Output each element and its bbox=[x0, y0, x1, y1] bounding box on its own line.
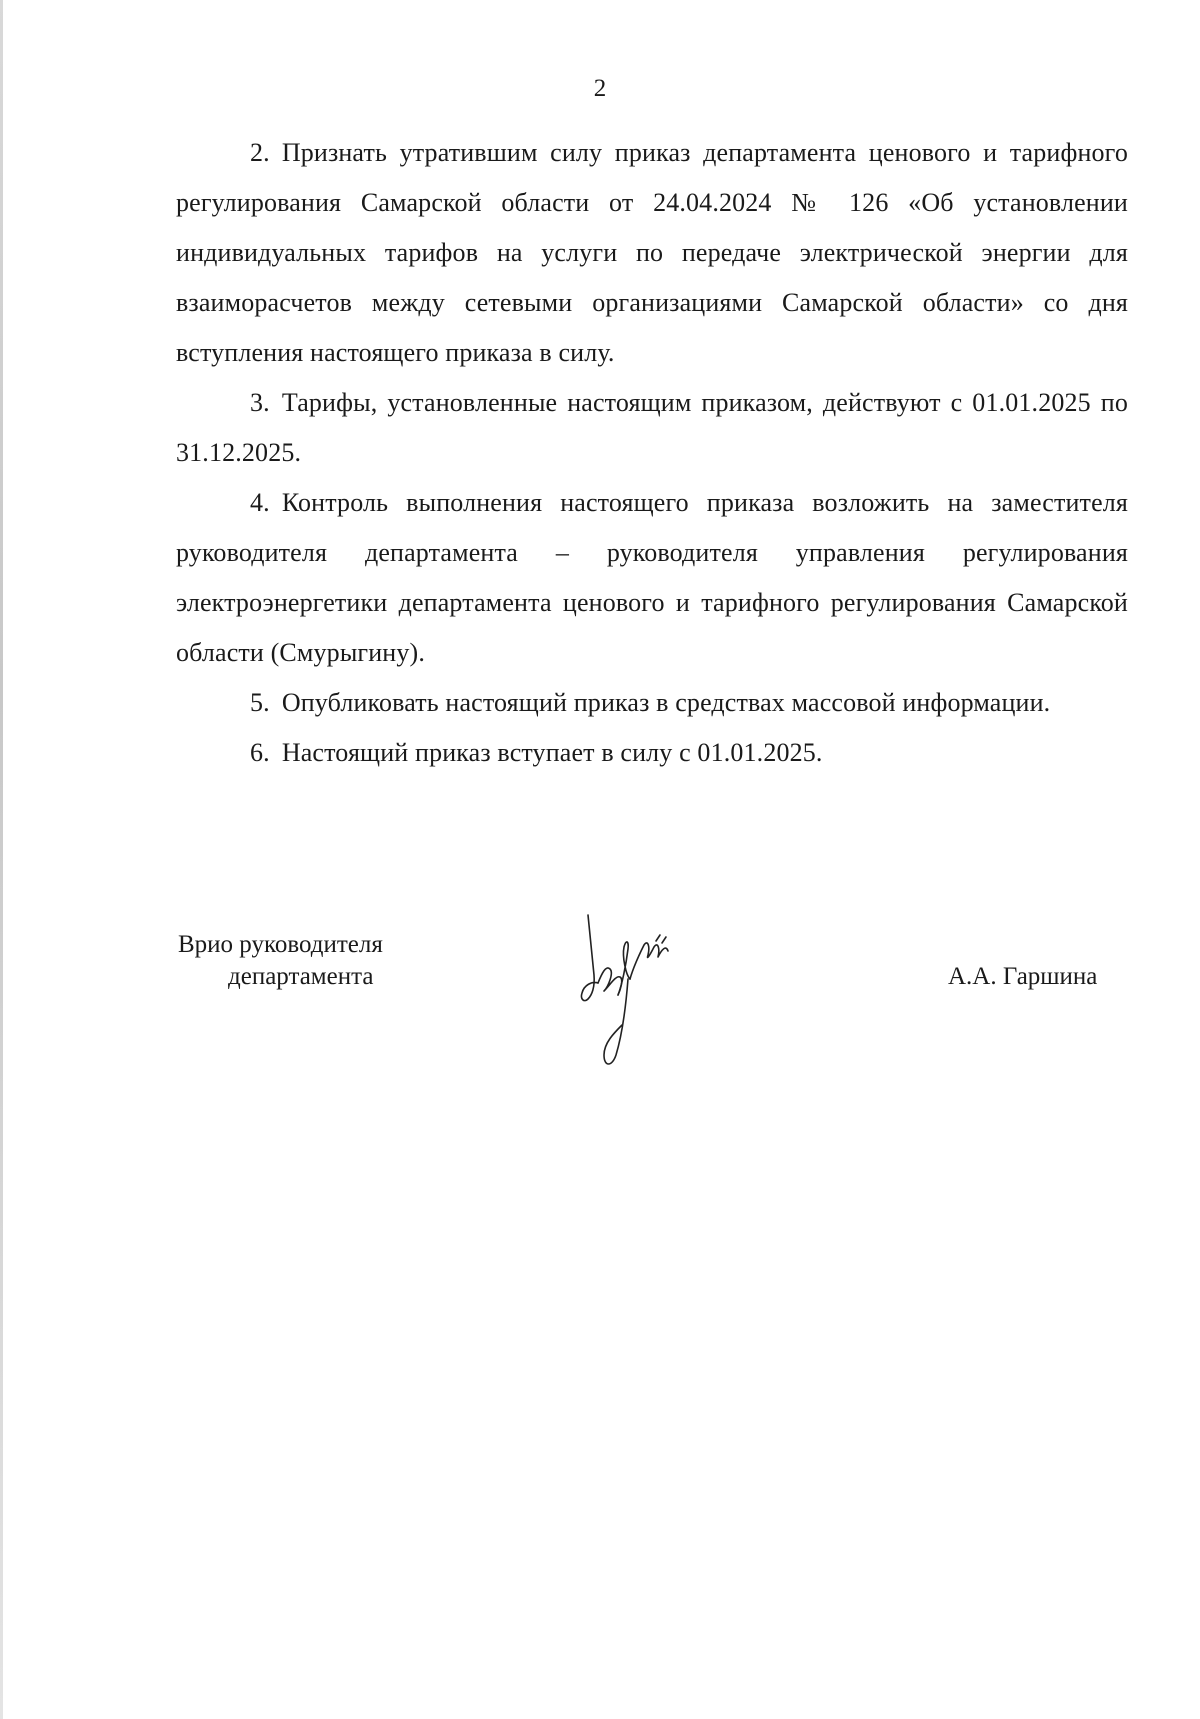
document-body bbox=[176, 128, 1128, 778]
paragraph-text: Контроль выполнения настоящего приказа возложить на заместителя руководителя департамента – руководителя управления регулирования электроэнергетики департамента ценового и тарифного регулирования Самарской области (Смурыгину). bbox=[176, 488, 1128, 667]
paragraph-2 bbox=[176, 128, 1128, 378]
paragraph-text: Опубликовать настоящий приказ в средствах массовой информации. bbox=[281, 688, 1051, 717]
paragraph-number: 6. bbox=[250, 738, 270, 767]
paragraph-5 bbox=[176, 678, 1128, 728]
paragraph-3 bbox=[176, 378, 1128, 478]
paragraph-4 bbox=[176, 478, 1128, 678]
signer-name: А.А. Гаршина bbox=[948, 963, 1098, 990]
paragraph-number: 3. bbox=[250, 388, 270, 417]
page-number: 2 bbox=[593, 75, 607, 102]
position-line-2: департамента bbox=[228, 963, 374, 990]
scan-edge bbox=[0, 0, 3, 1719]
paragraph-number: 5. bbox=[250, 688, 270, 717]
paragraph-number: 4. bbox=[250, 488, 270, 517]
paragraph-text: Настоящий приказ вступает в силу с 01.01.2025. bbox=[281, 738, 823, 767]
paragraph-number: 2. bbox=[250, 138, 270, 167]
paragraph-6 bbox=[176, 728, 1128, 778]
position-line-1: Врио руководителя bbox=[178, 931, 383, 958]
paragraph-text: Признать утратившим силу приказ департамента ценового и тарифного регулирования Самарской области от 24.04.2024 № 126 «Об установлении индивидуальных тарифов на услуги по передаче электрической энергии для взаиморасчетов между сетевыми организациями Самарской области» со дня вступления настоящего приказа в силу. bbox=[176, 138, 1128, 367]
handwritten-signature bbox=[570, 895, 680, 1075]
paragraph-text: Тарифы, установленные настоящим приказом, действуют с 01.01.2025 по 31.12.2025. bbox=[176, 388, 1128, 467]
signer-position bbox=[178, 929, 383, 993]
signature-block bbox=[0, 925, 1200, 1065]
